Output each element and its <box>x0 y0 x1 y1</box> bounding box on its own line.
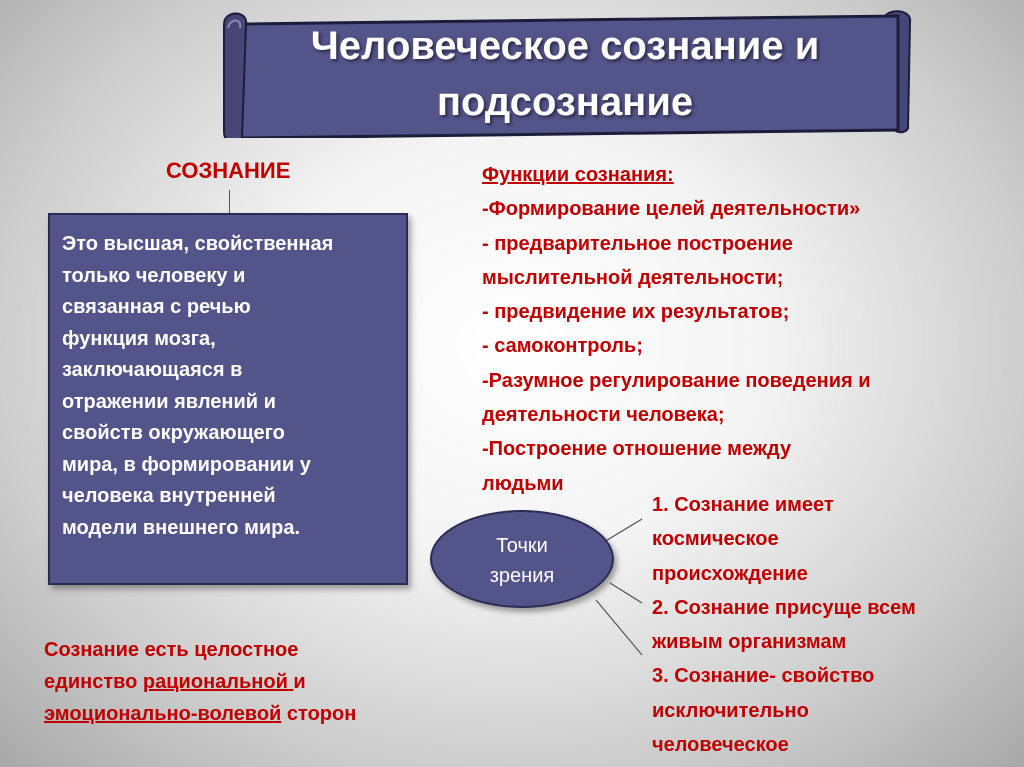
consciousness-label: СОЗНАНИЕ <box>166 158 291 183</box>
page-title <box>240 18 890 130</box>
summary-underlined: рациональной <box>142 671 294 693</box>
summary-line-2 <box>44 666 464 698</box>
definition-line: человека внутренней <box>62 485 276 507</box>
definition-line: заключающаяся в <box>62 359 243 381</box>
viewpoints-label-2: зрения <box>489 565 555 587</box>
viewpoint-item: 1. Сознание имеет <box>652 494 834 516</box>
viewpoint-item: 3. Сознание- свойство <box>652 665 875 688</box>
summary-line-1: Сознание есть целостное <box>44 639 299 661</box>
functions-list <box>482 158 1012 501</box>
label-connector-line <box>229 190 230 214</box>
viewpoints-label-1: Точки <box>496 535 548 557</box>
viewpoint-item: исключительно <box>652 699 809 722</box>
summary-line-3 <box>44 698 464 730</box>
definition-line: связанная с речью <box>62 296 251 318</box>
definition-line: Это высшая, свойственная <box>62 233 334 255</box>
viewpoint-item: человеческое <box>652 734 789 757</box>
viewpoint-item: происхождение <box>652 562 808 585</box>
function-item: людьми <box>482 472 564 495</box>
connector-line-2 <box>610 583 642 603</box>
viewpoints-ellipse <box>430 510 614 608</box>
summary-text: и <box>293 671 306 693</box>
function-item: мыслительной деятельности; <box>482 266 784 289</box>
viewpoint-item: космическое <box>652 528 779 551</box>
function-item: - предварительное построение <box>482 232 793 255</box>
function-item: -Разумное регулирование поведения и <box>482 369 871 392</box>
summary-text: единство <box>44 671 143 693</box>
function-item: -Построение отношение между <box>482 438 792 461</box>
function-item: - предвидение их результатов; <box>482 301 790 324</box>
function-item: -Формирование целей деятельности» <box>482 198 861 221</box>
definition-line: свойств окружающего <box>62 422 285 444</box>
title-line-1: Человеческое сознание и <box>310 24 820 68</box>
definition-line: отражении явлений и <box>62 390 276 413</box>
definition-line: мира, в формировании у <box>62 453 311 476</box>
title-line-2: подсознание <box>436 80 694 124</box>
summary-underlined: эмоционально-волевой <box>44 703 282 725</box>
functions-heading: Функции сознания: <box>482 164 674 186</box>
summary-statement <box>44 634 464 730</box>
definition-line: функция мозга, <box>62 327 216 350</box>
connector-line-3 <box>596 600 642 655</box>
viewpoint-item: живым организмам <box>652 631 847 654</box>
definition-box <box>48 213 408 585</box>
definition-line: модели внешнего мира. <box>62 516 301 539</box>
function-item: - самоконтроль; <box>482 335 643 358</box>
function-item: деятельности человека; <box>482 404 725 427</box>
viewpoint-item: 2. Сознание присуще всем <box>652 596 916 619</box>
viewpoints-list <box>652 488 1012 762</box>
summary-text: сторон <box>281 703 357 725</box>
definition-line: только человеку и <box>62 264 246 287</box>
